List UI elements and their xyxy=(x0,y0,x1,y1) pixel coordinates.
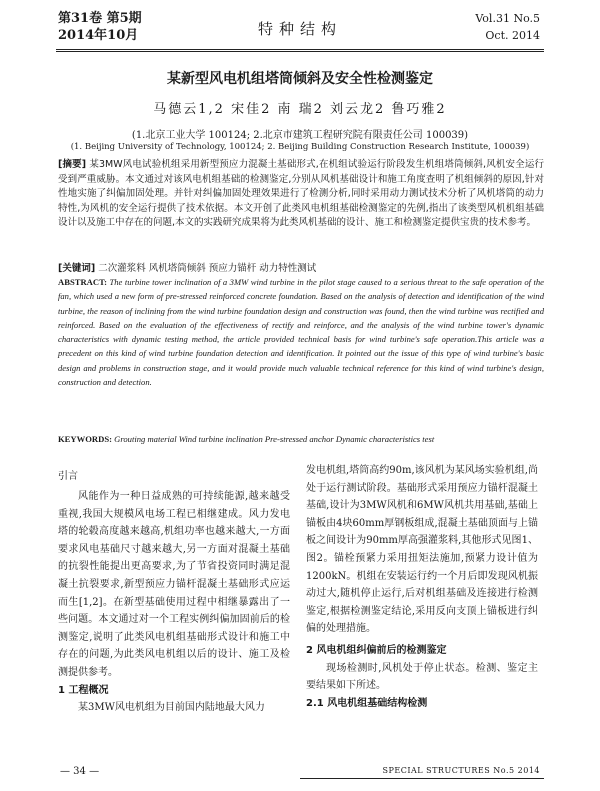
footer-journal-en: SPECIAL STRUCTURES No.5 2014 xyxy=(382,766,540,775)
section-2-heading: 2 风电机组纠偏前后的检测鉴定 xyxy=(306,644,447,656)
affiliation-cn: (1.北京工业大学 100124; 2.北京市建筑工程研究院有限责任公司 100039) xyxy=(131,130,469,141)
date-en: Oct. 2014 xyxy=(485,29,540,42)
abstract-en-label: ABSTRACT: xyxy=(58,277,108,287)
section-2-1-heading: 2.1 风电机组基础结构检测 xyxy=(306,697,428,709)
keywords-cn-text: 二次灌浆料 风机塔筒倾斜 预应力锚杆 动力特性测试 xyxy=(98,263,317,274)
journal-name-cn: 特种结构 xyxy=(257,20,342,38)
intro-paragraph: 风能作为一种日益成熟的可持续能源,越来越受重视,我国大规模风电场工程已相继建成。风力发电塔的轮毂高度越来越高,机组功率也越来越大,一方面要求风电基础尺寸越来越大,另一方面对混凝土基础的抗裂性能提出更高要求,为了节省投资同时满足混凝土抗裂要求,新型预应力锚杆混凝土基础形式应运而生[1,2]。在新型基础使用过程中相继暴露出了一些问题。本文通过对一个工程实例纠偏加固前后的检测鉴定,说明了此类风电机组基础形式设计和施工中存在的问题,为此类风电机组以后的设计、施工及检测提供参考。 xyxy=(58,491,290,678)
abstract-cn-label: [摘要] xyxy=(58,159,87,170)
paper-title: 某新型风电机组塔筒倾斜及安全性检测鉴定 xyxy=(167,71,433,87)
page-number: — 34 — xyxy=(60,766,100,777)
header-rule xyxy=(56,49,544,50)
intro-heading: 引言 xyxy=(58,471,78,482)
affiliation-en: (1. Beijing University of Technology, 100124; 2. Beijing Building Construction Research Institute, 100039) xyxy=(70,142,530,152)
abstract-cn xyxy=(58,158,544,231)
section-2-paragraph: 现场检测时,风机处于停止状态。检测、鉴定主要结果如下所述。 xyxy=(306,662,538,692)
body-column-right xyxy=(306,462,538,712)
keywords-en-text: Grouting material Wind turbine inclination Pre-stressed anchor Dynamic characteristics test xyxy=(114,434,435,444)
abstract-cn-text: 某3MW风电试验机组采用新型预应力混凝土基础形式,在机组试验运行阶段发生机组塔筒倾斜,风机安全运行受到严重威胁。本文通过对该风电机组基础的检测鉴定,分别从风机基础设计和施工角度查明了机组倾斜的原因,针对性地实施了纠偏加固处理。并针对纠偏加固处理效果进行了检测分析,同时采用动力测试技术分析了风机塔筒的动力特性,为风机的安全运行提供了技术依据。本文开创了此类风电机组基础检测鉴定的先例,指出了该类型风机机组基础设计以及施工中存在的问题,本文的实践研究成果将为此类风机基础的设计、施工和检测鉴定提供宝贵的技术参考。 xyxy=(58,159,544,229)
keywords-en-label: KEYWORDS: xyxy=(58,434,112,444)
header-right xyxy=(475,10,540,44)
keywords-cn xyxy=(58,262,544,276)
abstract-en-text: The turbine tower inclination of a 3MW wind turbine in the pilot stage caused to a serious threat to the safe operation of the fan, which used a new form of pre-stressed reinforced concrete foundation. Based on the analysis of detection and identification of the wind turbine, the reason of inclining from the wind turbine foundation design and construction was found, then the wind turbine was rectified and reinforced. Based on the evaluation of the effectiveness of rectify and reinforce, and the analysis of the wind turbine tower's dynamic characteristics with dynamic testing method, the article provided technical basis for wind turbine's safe operation.This article was a precedent on this kind of wind turbine foundation detection and identification. It pointed out the issue of this type of wind turbine's basic design and problems in construction stage, and it would provide much valuable technical reference for this kind of wind turbine's design, construction and detection. xyxy=(58,277,544,388)
volume-en: Vol.31 No.5 xyxy=(475,12,540,25)
header-rule-2 xyxy=(56,51,544,52)
abstract-en xyxy=(58,275,544,389)
body-column-left xyxy=(58,488,290,717)
keywords-en xyxy=(58,432,544,446)
authors: 马德云1,2 宋佳2 南 瑞2 刘云龙2 鲁巧雅2 xyxy=(153,102,447,117)
section-1-paragraph-cont: 发电机组,塔筒高约90m,该风机为某风场实验机组,尚处于运行测试阶段。基础形式采用预应力锚杆混凝土基础,设计为3MW风机和6MW风机共用基础,基础上锚板由4块60mm厚钢板组成,混凝土基础顶面与上锚板之间设计为90mm厚高强灌浆料,其他形式见图1、图2。锚栓预紧力采用扭矩法施加,预紧力设计值为1200kN。机组在安装运行约一个月后即发现风机振动过大,随机停止运行,后对机组基础及连接进行检测鉴定,根据检测鉴定结论,采用反向支顶上锚板进行纠偏的处理措施。 xyxy=(306,465,538,635)
volume-cn: 第31卷 第5期 xyxy=(58,11,142,26)
section-1-heading: 1 工程概况 xyxy=(58,684,109,696)
page-header xyxy=(0,0,600,46)
date-cn: 2014年10月 xyxy=(58,28,139,43)
section-1-paragraph-start: 某3MW风电机组为目前国内陆地最大风力 xyxy=(78,702,265,714)
keywords-cn-label: [关键词] xyxy=(58,263,96,274)
footer-rule xyxy=(300,778,544,779)
